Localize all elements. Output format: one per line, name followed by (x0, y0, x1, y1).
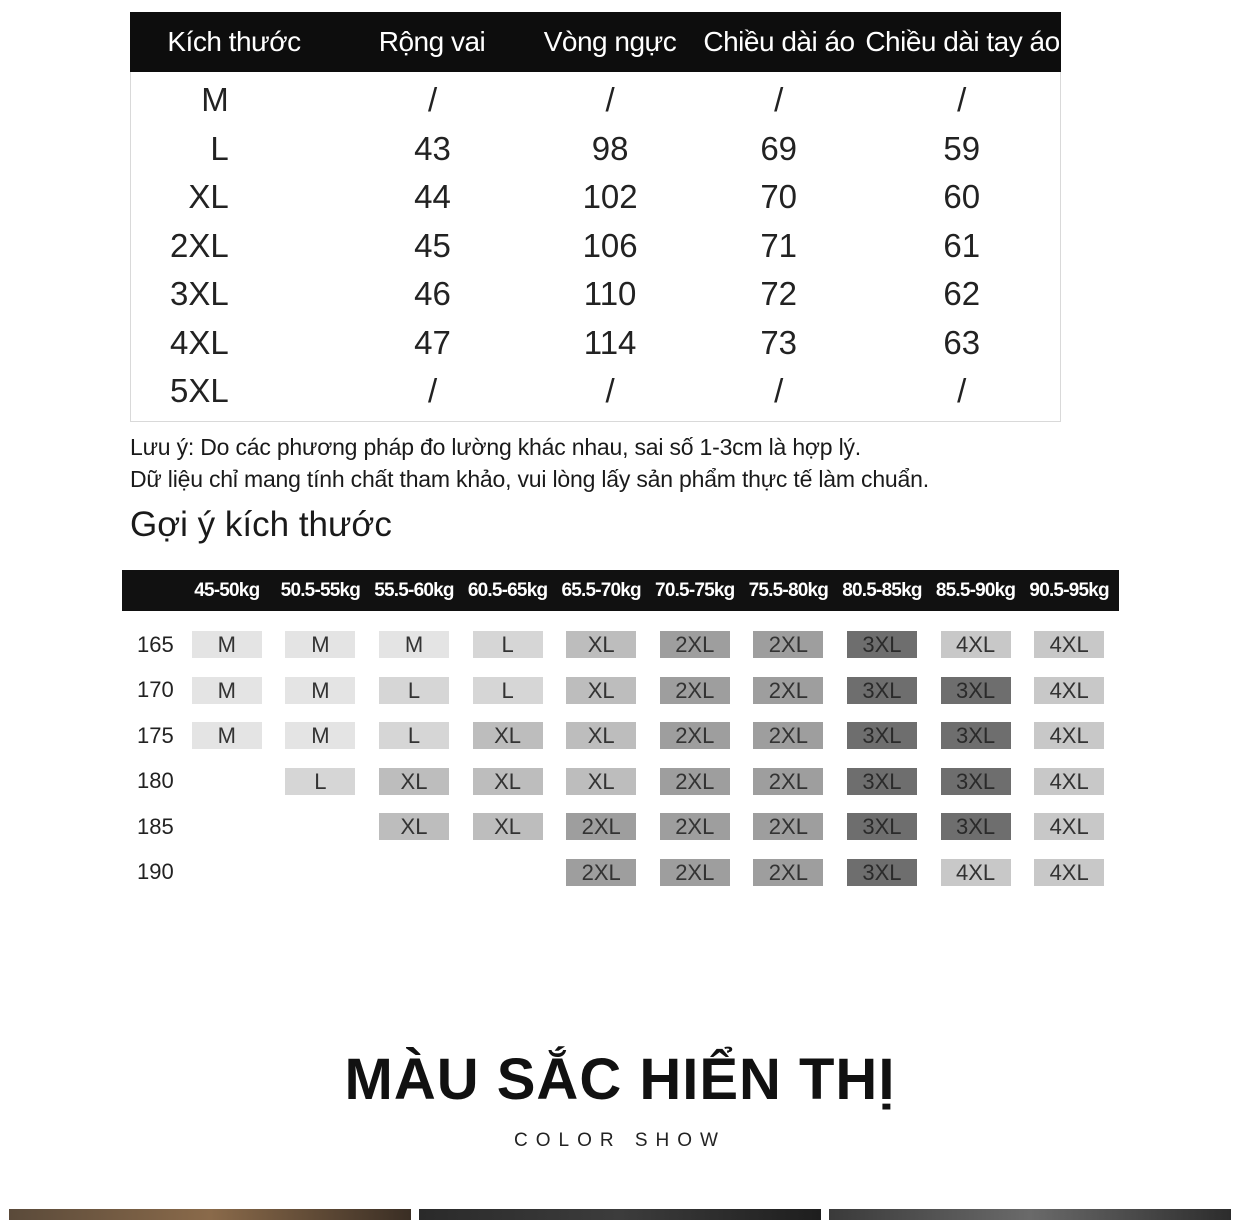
recommend-cell (1022, 631, 1116, 658)
size-chip: XL (473, 768, 543, 795)
size-chip: 3XL (847, 859, 917, 886)
measurement-cell: 98 (591, 129, 629, 167)
table-row (131, 222, 1060, 271)
recommend-cell (461, 813, 555, 840)
size-chip (473, 859, 543, 886)
color-show-title: MÀU SẮC HIỂN THỊ (344, 1047, 896, 1112)
size-chip: 2XL (753, 859, 823, 886)
recommend-cell (461, 768, 555, 795)
weight-header: 55.5-60kg (374, 579, 454, 601)
size-chip: XL (566, 722, 636, 749)
color-show-subtitle: COLOR SHOW (514, 1130, 726, 1151)
recommend-cell (929, 768, 1023, 795)
recommend-cell (554, 631, 648, 658)
size-chip (192, 813, 262, 840)
recommend-cell (180, 813, 274, 840)
product-photo-3 (829, 1209, 1231, 1220)
measurement-cell: / (605, 372, 615, 410)
recommend-cell (835, 722, 929, 749)
size-chip: L (473, 677, 543, 704)
measurement-cell: 46 (414, 275, 451, 313)
measurement-cell: 110 (583, 275, 637, 313)
recommend-cell (742, 813, 836, 840)
recommend-cell (648, 722, 742, 749)
recommend-cell (180, 722, 274, 749)
size-chip: 2XL (660, 813, 730, 840)
recommend-cell (274, 813, 368, 840)
recommend-cell (1022, 768, 1116, 795)
size-label: 2XL (170, 226, 229, 264)
weight-header: 90.5-95kg (1029, 579, 1109, 601)
size-chip: XL (473, 722, 543, 749)
size-chip: 4XL (1034, 768, 1104, 795)
recommend-cell (274, 677, 368, 704)
measurement-cell: / (427, 81, 438, 119)
recommend-row (122, 713, 1119, 759)
header-sleeve: Chiều dài tay áo (865, 26, 1060, 57)
measurement-cell: 43 (414, 129, 451, 167)
size-chip: 3XL (941, 768, 1011, 795)
height-label: 190 (137, 859, 174, 885)
size-chip: 3XL (847, 677, 917, 704)
measurement-cell: 60 (943, 178, 981, 216)
recommend-cell (461, 859, 555, 886)
measurement-cell: 106 (582, 226, 638, 264)
weight-header: 45-50kg (194, 579, 260, 601)
height-label: 180 (137, 768, 174, 794)
recommend-row (122, 850, 1119, 896)
measurement-cell: / (957, 372, 967, 410)
recommend-cell (1022, 677, 1116, 704)
recommend-cell (742, 722, 836, 749)
recommend-row (122, 804, 1119, 850)
size-chip: 2XL (753, 677, 823, 704)
table-row (131, 173, 1060, 222)
table-row (131, 319, 1060, 368)
size-chip (192, 768, 262, 795)
header-shoulder: Rộng vai (378, 26, 486, 57)
measurement-cell: 102 (582, 178, 638, 216)
weight-header: 80.5-85kg (842, 579, 922, 601)
recommend-cell (1022, 722, 1116, 749)
size-chip: 4XL (1034, 677, 1104, 704)
weight-header: 75.5-80kg (748, 579, 829, 601)
height-label: 185 (137, 813, 174, 839)
table-row (131, 270, 1060, 319)
recommend-cell (180, 859, 274, 886)
size-table-header (130, 12, 1061, 72)
measurement-cell: 70 (760, 178, 798, 216)
measurement-cell: 59 (943, 129, 981, 167)
size-label: XL (188, 178, 229, 216)
size-chip: 2XL (660, 631, 730, 658)
size-chip: 2XL (753, 768, 823, 795)
recommend-cell (274, 859, 368, 886)
recommend-cell (929, 813, 1023, 840)
measurement-cell: / (605, 81, 615, 119)
size-chip: 2XL (753, 813, 823, 840)
recommend-cell (929, 859, 1023, 886)
size-chip: 3XL (847, 631, 917, 658)
recommend-cell (835, 859, 929, 886)
size-chip: 2XL (566, 813, 636, 840)
measurement-cell: 44 (414, 178, 451, 216)
size-chip: 4XL (941, 631, 1011, 658)
recommend-cell (742, 859, 836, 886)
size-chip: L (473, 631, 543, 658)
size-chip: M (192, 631, 262, 658)
size-chip: M (379, 631, 449, 658)
size-chip: XL (566, 677, 636, 704)
size-chip: L (379, 677, 449, 704)
weight-header: 85.5-90kg (935, 579, 1016, 601)
weight-header: 50.5-55kg (280, 579, 361, 601)
size-label: M (201, 81, 229, 119)
header-chest: Vòng ngực (543, 26, 677, 57)
size-chip (285, 859, 355, 886)
recommend-cell (648, 677, 742, 704)
recommend-cell (742, 677, 836, 704)
height-label: 175 (137, 722, 174, 748)
size-chip: M (192, 722, 262, 749)
recommend-row (122, 622, 1119, 668)
measurement-cell: 45 (414, 226, 451, 264)
recommend-cell (648, 768, 742, 795)
height-label: 165 (137, 631, 174, 657)
size-chip: 2XL (660, 722, 730, 749)
recommend-cell (367, 722, 461, 749)
table-row (131, 367, 1060, 416)
measurement-cell: / (957, 81, 967, 119)
recommend-cell (554, 722, 648, 749)
measurement-cell: 63 (943, 323, 981, 361)
size-chip: 3XL (941, 677, 1011, 704)
product-photo-1 (9, 1209, 411, 1220)
note-line-2: Dữ liệu chỉ mang tính chất tham khảo, vui lòng lấy sản phẩm thực tế làm chuẩn. (130, 466, 929, 492)
size-label: L (210, 129, 229, 167)
size-chip: 4XL (1034, 722, 1104, 749)
recommend-cell (180, 768, 274, 795)
measurement-cell: 69 (760, 129, 798, 167)
size-chip: M (192, 677, 262, 704)
header-size: Kích thước (167, 26, 301, 57)
note-line-1: Lưu ý: Do các phương pháp đo lường khác nhau, sai số 1-3cm là hợp lý. (130, 434, 861, 460)
recommend-cell (1022, 859, 1116, 886)
size-label: 3XL (170, 275, 229, 313)
recommend-cell (274, 631, 368, 658)
recommend-cell (180, 631, 274, 658)
recommend-cell (929, 631, 1023, 658)
recommend-cell (554, 677, 648, 704)
size-chip: 3XL (941, 722, 1011, 749)
size-chip: XL (566, 631, 636, 658)
recommend-cell (461, 631, 555, 658)
measurement-cell: 62 (943, 275, 981, 313)
recommend-cell (554, 859, 648, 886)
recommend-cell (367, 677, 461, 704)
size-chip: 4XL (1034, 631, 1104, 658)
size-chip: 2XL (753, 722, 823, 749)
size-chip: L (285, 768, 355, 795)
size-chip: 3XL (941, 813, 1011, 840)
recommend-cell (180, 677, 274, 704)
size-table-body (131, 76, 1060, 416)
recommend-cell (367, 859, 461, 886)
measurement-cell: / (774, 81, 784, 119)
recommend-cell (461, 722, 555, 749)
size-chip: 2XL (566, 859, 636, 886)
measurement-cell: 72 (760, 275, 798, 313)
recommend-title: Gợi ý kích thước (130, 505, 392, 544)
measurement-cell: 71 (760, 226, 798, 264)
size-chip: L (379, 722, 449, 749)
size-label: 5XL (170, 372, 229, 410)
table-row (131, 125, 1060, 174)
size-chip: 2XL (660, 859, 730, 886)
measurement-cell: 61 (943, 226, 981, 264)
weight-header-bar (122, 570, 1119, 611)
size-chip: M (285, 631, 355, 658)
size-chip: XL (566, 768, 636, 795)
recommend-cell (648, 813, 742, 840)
size-chip: 4XL (1034, 859, 1104, 886)
recommend-row (122, 668, 1119, 714)
recommend-row (122, 759, 1119, 805)
size-chip: 3XL (847, 768, 917, 795)
recommend-cell (742, 768, 836, 795)
size-chip: 2XL (660, 768, 730, 795)
recommend-cell (929, 722, 1023, 749)
weight-header: 65.5-70kg (561, 579, 641, 601)
size-chip: XL (473, 813, 543, 840)
recommend-cell (835, 813, 929, 840)
size-chip: 3XL (847, 722, 917, 749)
recommend-cell (835, 677, 929, 704)
measurement-cell: / (427, 372, 438, 410)
size-chip: XL (379, 813, 449, 840)
recommend-cell (742, 631, 836, 658)
recommend-cell (835, 768, 929, 795)
size-chip: 4XL (941, 859, 1011, 886)
measurement-cell: 114 (583, 323, 637, 361)
size-table (130, 12, 1061, 422)
size-chip (192, 859, 262, 886)
recommend-cell (367, 631, 461, 658)
measurement-cell: 73 (760, 323, 798, 361)
height-label: 170 (137, 677, 174, 703)
recommend-cell (274, 722, 368, 749)
size-chip: 2XL (753, 631, 823, 658)
measurement-cell: 47 (414, 323, 451, 361)
recommend-cell (835, 631, 929, 658)
size-chip: 4XL (1034, 813, 1104, 840)
size-chip: 3XL (847, 813, 917, 840)
recommend-cell (554, 813, 648, 840)
size-chip: XL (379, 768, 449, 795)
table-row (131, 76, 1060, 125)
header-length: Chiều dài áo (703, 26, 855, 57)
product-photo-2 (419, 1209, 821, 1220)
weight-header: 70.5-75kg (655, 579, 735, 601)
recommend-cell (367, 813, 461, 840)
recommend-cell (648, 631, 742, 658)
measurement-cell: / (774, 372, 784, 410)
recommend-cell (648, 859, 742, 886)
recommend-cell (1022, 813, 1116, 840)
recommend-cell (554, 768, 648, 795)
size-chip: M (285, 677, 355, 704)
recommend-cell (461, 677, 555, 704)
size-chip (285, 813, 355, 840)
weight-header: 60.5-65kg (467, 579, 548, 601)
recommend-cell (274, 768, 368, 795)
size-chip (379, 859, 449, 886)
size-label: 4XL (170, 323, 229, 361)
recommend-cell (929, 677, 1023, 704)
recommend-cell (367, 768, 461, 795)
size-recommendation-grid (122, 622, 1119, 895)
size-chip: 2XL (660, 677, 730, 704)
size-chip: M (285, 722, 355, 749)
